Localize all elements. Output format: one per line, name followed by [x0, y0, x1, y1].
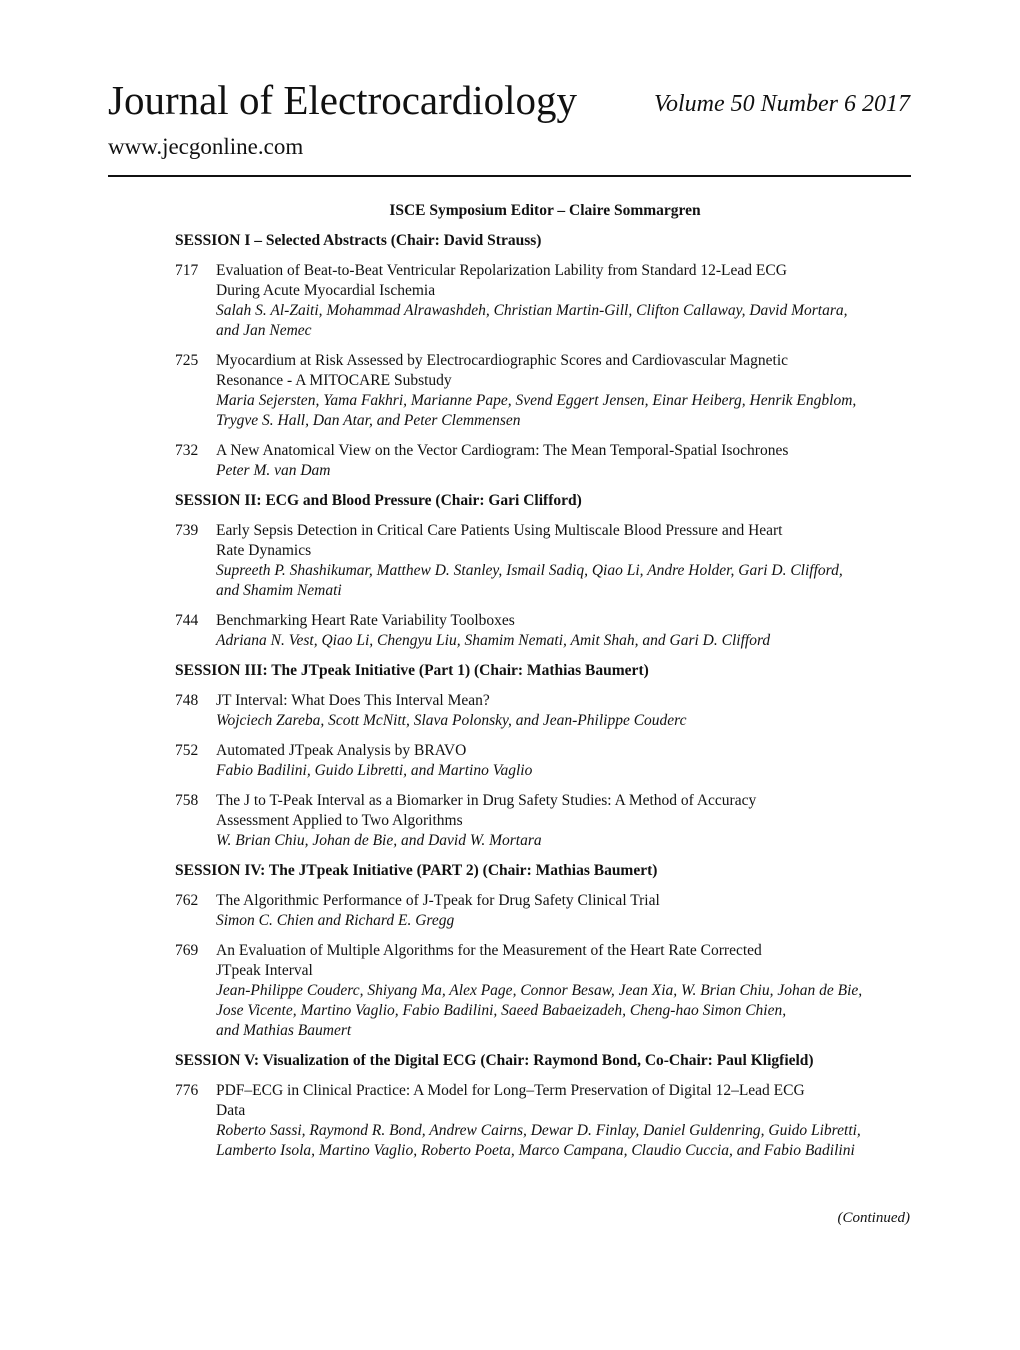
article-title[interactable] — [216, 741, 915, 761]
article-author-line: Peter M. van Dam — [216, 462, 331, 479]
article-entry[interactable] — [175, 611, 915, 651]
article-title-line: PDF–ECG in Clinical Practice: A Model for Long–Term Preservation of Digital 12–Lead ECG — [216, 1082, 805, 1099]
article-title[interactable] — [216, 261, 915, 301]
article-title-line: The J to T-Peak Interval as a Biomarker in Drug Safety Studies: A Method of Accuracy — [216, 792, 757, 809]
continued-note: (Continued) — [837, 1210, 910, 1226]
article-title[interactable] — [216, 791, 915, 831]
table-of-contents — [175, 201, 915, 1171]
session-list — [175, 231, 915, 1161]
article-entry[interactable] — [175, 441, 915, 481]
session-heading: SESSION V: Visualization of the Digital ECG (Chair: Raymond Bond, Co-Chair: Paul Kligfield) — [175, 1052, 814, 1069]
article-author-line: Jose Vicente, Martino Vaglio, Fabio Badilini, Saeed Babaeizadeh, Cheng-hao Simon Chien, — [216, 1002, 787, 1019]
article-title[interactable] — [216, 521, 915, 561]
article-page-number: 752 — [175, 742, 199, 759]
symposium-editor: ISCE Symposium Editor – Claire Sommargren — [389, 202, 701, 219]
article-author-line: and Shamim Nemati — [216, 582, 342, 599]
article-entry[interactable] — [175, 261, 915, 341]
article-author-line: Adriana N. Vest, Qiao Li, Chengyu Liu, Shamim Nemati, Amit Shah, and Gari D. Clifford — [216, 632, 771, 649]
article-authors — [216, 561, 915, 601]
journal-title: Journal of Electrocardiology — [108, 77, 578, 123]
article-title-line: An Evaluation of Multiple Algorithms for the Measurement of the Heart Rate Corrected — [216, 942, 762, 959]
article-page-number: 769 — [175, 942, 199, 959]
article-authors — [216, 981, 915, 1041]
session-heading: SESSION IV: The JTpeak Initiative (PART 2) (Chair: Mathias Baumert) — [175, 862, 658, 879]
article-title-line: Automated JTpeak Analysis by BRAVO — [216, 742, 467, 759]
article-authors — [216, 831, 915, 851]
article-title-line: Data — [216, 1102, 246, 1119]
article-title-line: Assessment Applied to Two Algorithms — [216, 812, 463, 829]
article-author-line: Salah S. Al-Zaiti, Mohammad Alrawashdeh, Christian Martin-Gill, Clifton Callaway, David Mortara, — [216, 302, 848, 319]
article-page-number: 739 — [175, 522, 199, 539]
article-author-line: Simon C. Chien and Richard E. Gregg — [216, 912, 455, 929]
article-title-line: JTpeak Interval — [216, 962, 313, 979]
article-title[interactable] — [216, 941, 915, 981]
journal-url[interactable]: www.jecgonline.com — [108, 134, 304, 159]
article-authors — [216, 631, 915, 651]
article-authors — [216, 1121, 915, 1161]
article-authors — [216, 301, 915, 341]
article-entry[interactable] — [175, 791, 915, 851]
article-page-number: 717 — [175, 262, 199, 279]
article-title-line: Resonance - A MITOCARE Substudy — [216, 372, 452, 389]
article-entry[interactable] — [175, 1081, 915, 1161]
article-author-line: Jean-Philippe Couderc, Shiyang Ma, Alex Page, Connor Besaw, Jean Xia, W. Brian Chiu, Johan de Bie, — [216, 982, 863, 999]
article-entry[interactable] — [175, 891, 915, 931]
article-title[interactable] — [216, 441, 915, 461]
article-authors — [216, 391, 915, 431]
session-heading: SESSION II: ECG and Blood Pressure (Chair: Gari Clifford) — [175, 492, 582, 509]
session-heading: SESSION III: The JTpeak Initiative (Part 1) (Chair: Mathias Baumert) — [175, 662, 649, 679]
article-title[interactable] — [216, 1081, 915, 1121]
article-author-line: and Mathias Baumert — [216, 1022, 352, 1039]
article-title[interactable] — [216, 691, 915, 711]
article-entry[interactable] — [175, 521, 915, 601]
article-title[interactable] — [216, 611, 915, 631]
article-title-line: JT Interval: What Does This Interval Mean? — [216, 692, 490, 709]
article-page-number: 762 — [175, 892, 199, 909]
article-title-line: Myocardium at Risk Assessed by Electrocardiographic Scores and Cardiovascular Magnetic — [216, 352, 789, 369]
article-page-number: 732 — [175, 442, 199, 459]
article-title-line: The Algorithmic Performance of J-Tpeak for Drug Safety Clinical Trial — [216, 892, 660, 909]
article-entry[interactable] — [175, 691, 915, 731]
article-authors — [216, 461, 915, 481]
article-entry[interactable] — [175, 941, 915, 1041]
article-title-line: Early Sepsis Detection in Critical Care Patients Using Multiscale Blood Pressure and Heart — [216, 522, 783, 539]
article-author-line: Supreeth P. Shashikumar, Matthew D. Stanley, Ismail Sadiq, Qiao Li, Andre Holder, Gari D. Clifford, — [216, 562, 843, 579]
article-title[interactable] — [216, 351, 915, 391]
article-page-number: 725 — [175, 352, 199, 369]
article-author-line: Roberto Sassi, Raymond R. Bond, Andrew Cairns, Dewar D. Finlay, Daniel Guldenring, Guido Libretti, — [216, 1122, 861, 1139]
article-title[interactable] — [216, 891, 915, 911]
article-title-line: Benchmarking Heart Rate Variability Toolboxes — [216, 612, 515, 629]
article-authors — [216, 711, 915, 731]
article-author-line: Maria Sejersten, Yama Fakhri, Marianne Pape, Svend Eggert Jensen, Einar Heiberg, Henrik Engblom, — [216, 392, 857, 409]
article-title-line: A New Anatomical View on the Vector Cardiogram: The Mean Temporal-Spatial Isochrones — [216, 442, 789, 459]
journal-issue: Volume 50 Number 6 2017 — [654, 91, 910, 117]
article-author-line: Wojciech Zareba, Scott McNitt, Slava Polonsky, and Jean-Philippe Couderc — [216, 712, 687, 729]
article-author-line: and Jan Nemec — [216, 322, 312, 339]
article-title-line: During Acute Myocardial Ischemia — [216, 282, 436, 299]
article-entry[interactable] — [175, 351, 915, 431]
article-author-line: Lamberto Isola, Martino Vaglio, Roberto Poeta, Marco Campana, Claudio Cuccia, and Fabio Badilini — [216, 1142, 855, 1159]
article-page-number: 776 — [175, 1082, 199, 1099]
article-entry[interactable] — [175, 741, 915, 781]
article-authors — [216, 911, 915, 931]
article-page-number: 758 — [175, 792, 199, 809]
article-title-line: Evaluation of Beat-to-Beat Ventricular Repolarization Lability from Standard 12-Lead ECG — [216, 262, 787, 279]
article-page-number: 744 — [175, 612, 199, 629]
article-page-number: 748 — [175, 692, 199, 709]
article-author-line: W. Brian Chiu, Johan de Bie, and David W. Mortara — [216, 832, 542, 849]
article-author-line: Trygve S. Hall, Dan Atar, and Peter Clemmensen — [216, 412, 521, 429]
article-author-line: Fabio Badilini, Guido Libretti, and Martino Vaglio — [216, 762, 533, 779]
article-title-line: Rate Dynamics — [216, 542, 312, 559]
article-authors — [216, 761, 915, 781]
header-divider — [108, 175, 911, 177]
session-heading: SESSION I – Selected Abstracts (Chair: David Strauss) — [175, 232, 542, 249]
